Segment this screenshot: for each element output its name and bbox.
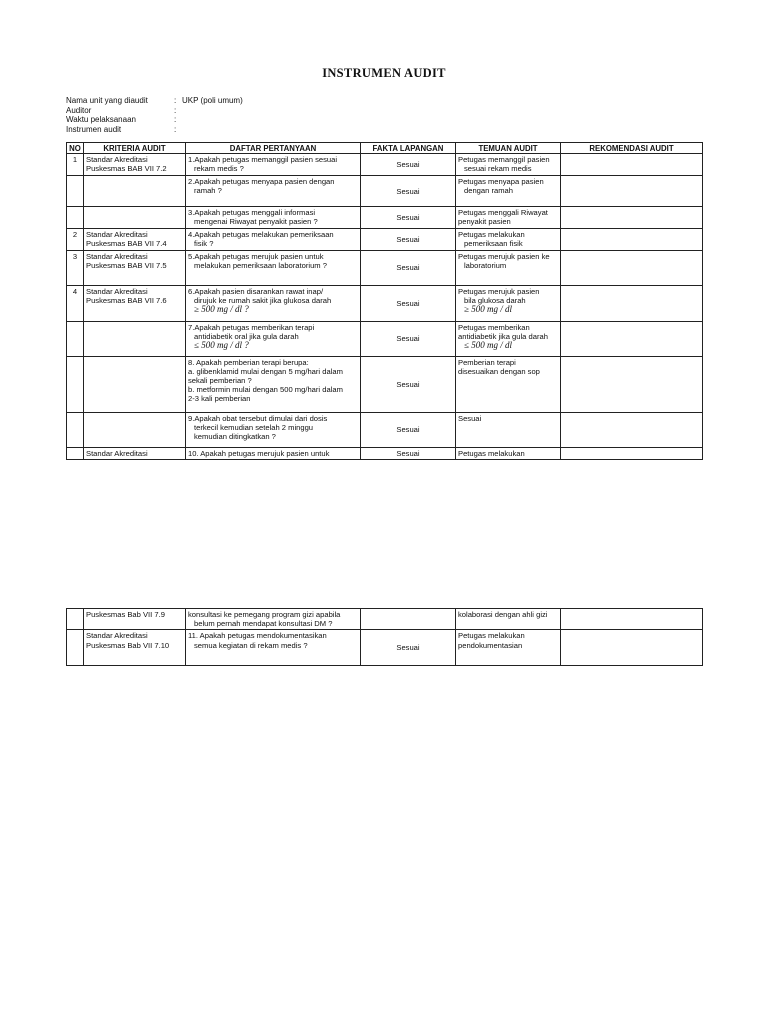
cell-line: Standar Akreditasi bbox=[86, 286, 148, 296]
meta-value: UKP (poli umum) bbox=[182, 96, 243, 105]
kriteria-cell bbox=[84, 321, 186, 356]
cell-line: Petugas merujuk pasien bbox=[458, 286, 540, 296]
fakta-cell: Sesuai bbox=[361, 356, 456, 412]
table-row bbox=[67, 630, 703, 666]
cell-line: Standar Akreditasi bbox=[86, 631, 148, 641]
table-row bbox=[67, 412, 703, 447]
temuan-cell bbox=[456, 229, 561, 250]
header-daftar: DAFTAR PERTANYAAN bbox=[186, 143, 361, 154]
cell-line: Standar Akreditasi bbox=[86, 155, 148, 165]
kriteria-cell bbox=[84, 176, 186, 207]
rekomendasi-cell bbox=[561, 447, 703, 459]
kriteria-cell bbox=[84, 447, 186, 459]
cell-line: mengenai Riwayat penyakit pasien ? bbox=[194, 217, 318, 227]
cell-line: 10. Apakah petugas merujuk pasien untuk bbox=[188, 448, 330, 458]
header-rekomendasi: REKOMENDASI AUDIT bbox=[561, 143, 703, 154]
cell-line: terkecil kemudian setelah 2 minggu bbox=[194, 422, 314, 432]
pertanyaan-cell bbox=[186, 321, 361, 356]
cell-line: Petugas melakukan bbox=[458, 448, 525, 458]
fakta-cell: Sesuai bbox=[361, 630, 456, 666]
formula-text: ≤ 500 mg / dl bbox=[464, 340, 512, 351]
rekomendasi-cell bbox=[561, 412, 703, 447]
cell-line: penyakit pasien bbox=[458, 217, 511, 227]
header-no: NO bbox=[67, 143, 84, 154]
cell-line: laboratorium bbox=[464, 260, 507, 270]
meta-label: Auditor bbox=[66, 105, 92, 115]
cell-line: Petugas menyapa pasien bbox=[458, 177, 544, 187]
cell-line: 3.Apakah petugas menggali informasi bbox=[188, 208, 316, 218]
table-row bbox=[67, 356, 703, 412]
cell-line: dengan ramah bbox=[464, 186, 513, 196]
pertanyaan-cell bbox=[186, 250, 361, 285]
temuan-cell bbox=[456, 176, 561, 207]
cell-line: Standar Akreditasi bbox=[86, 251, 148, 261]
row-number: 3 bbox=[67, 250, 84, 285]
kriteria-cell bbox=[84, 412, 186, 447]
audit-table-continued bbox=[66, 608, 703, 666]
table-row bbox=[67, 321, 703, 356]
cell-line: Sesuai bbox=[458, 413, 482, 423]
rekomendasi-cell bbox=[561, 154, 703, 176]
cell-line: bila glukosa darah bbox=[464, 295, 526, 305]
table-row bbox=[67, 609, 703, 630]
row-number bbox=[67, 176, 84, 207]
pertanyaan-cell bbox=[186, 609, 361, 630]
fakta-cell: Sesuai bbox=[361, 285, 456, 321]
row-number bbox=[67, 447, 84, 459]
formula-text: ≤ 500 mg / dl ? bbox=[194, 340, 249, 351]
table-row bbox=[67, 176, 703, 207]
header-temuan: TEMUAN AUDIT bbox=[456, 143, 561, 154]
row-number bbox=[67, 207, 84, 229]
cell-line: Pemberian terapi bbox=[458, 357, 516, 367]
pertanyaan-cell bbox=[186, 285, 361, 321]
cell-line: Standar Akreditasi bbox=[86, 448, 148, 458]
temuan-cell bbox=[456, 609, 561, 630]
cell-line: antidiabetik jika gula darah bbox=[458, 331, 548, 341]
rekomendasi-cell bbox=[561, 176, 703, 207]
cell-line: Puskesmas BAB VII 7.4 bbox=[86, 239, 167, 249]
row-number bbox=[67, 356, 84, 412]
header-fakta: FAKTA LAPANGAN bbox=[361, 143, 456, 154]
kriteria-cell bbox=[84, 609, 186, 630]
cell-line: kemudian ditingkatkan ? bbox=[194, 432, 276, 442]
rekomendasi-cell bbox=[561, 630, 703, 666]
kriteria-cell bbox=[84, 356, 186, 412]
cell-line: Petugas merujuk pasien ke bbox=[458, 251, 550, 261]
cell-line: 1.Apakah petugas memanggil pasien sesuai bbox=[188, 155, 338, 165]
cell-line: Puskesmas Bab VII 7.10 bbox=[86, 640, 170, 650]
cell-line: 11. Apakah petugas mendokumentasikan bbox=[188, 631, 327, 641]
pertanyaan-cell bbox=[186, 207, 361, 229]
cell-line: Petugas menggali Riwayat bbox=[458, 208, 548, 218]
temuan-cell bbox=[456, 207, 561, 229]
pertanyaan-cell bbox=[186, 356, 361, 412]
temuan-cell bbox=[456, 630, 561, 666]
table-row bbox=[67, 154, 703, 176]
table-row bbox=[67, 229, 703, 250]
rekomendasi-cell bbox=[561, 229, 703, 250]
cell-line: konsultasi ke pemegang program gizi apabila bbox=[188, 610, 341, 619]
cell-line: 2-3 kali pemberian bbox=[188, 394, 251, 404]
cell-line: sekali pemberian ? bbox=[188, 376, 252, 386]
audit-table bbox=[66, 142, 703, 460]
cell-line: dirujuk ke rumah sakit jika glukosa darah bbox=[194, 295, 332, 305]
cell-line: 9.Apakah obat tersebut dimulai dari dosis bbox=[188, 413, 328, 423]
row-number: 1 bbox=[67, 154, 84, 176]
table-header-row bbox=[67, 143, 703, 154]
cell-line: Puskesmas BAB VII 7.5 bbox=[86, 260, 167, 270]
cell-line: a. glibenklamid mulai dengan 5 mg/hari dalam bbox=[188, 366, 343, 376]
cell-line: 7.Apakah petugas memberikan terapi bbox=[188, 322, 315, 332]
temuan-cell bbox=[456, 285, 561, 321]
meta-label: Waktu pelaksanaan bbox=[66, 115, 136, 124]
cell-line: Puskesmas BAB VII 7.2 bbox=[86, 164, 167, 174]
fakta-cell: Sesuai bbox=[361, 229, 456, 250]
row-number: 2 bbox=[67, 229, 84, 250]
pertanyaan-cell bbox=[186, 447, 361, 459]
rekomendasi-cell bbox=[561, 250, 703, 285]
kriteria-cell bbox=[84, 250, 186, 285]
cell-line: kolaborasi dengan ahli gizi bbox=[458, 610, 548, 619]
pertanyaan-cell bbox=[186, 229, 361, 250]
cell-line: b. metformin mulai dengan 500 mg/hari dalam bbox=[188, 385, 343, 395]
cell-line: Puskesmas Bab VII 7.9 bbox=[86, 610, 165, 619]
fakta-cell: Sesuai bbox=[361, 412, 456, 447]
pertanyaan-cell bbox=[186, 176, 361, 207]
rekomendasi-cell bbox=[561, 285, 703, 321]
fakta-cell bbox=[361, 609, 456, 630]
cell-line: pemeriksaan fisik bbox=[464, 239, 523, 249]
row-number bbox=[67, 412, 84, 447]
table-row bbox=[67, 285, 703, 321]
temuan-cell bbox=[456, 250, 561, 285]
cell-line: 8. Apakah pemberian terapi berupa: bbox=[188, 357, 309, 367]
kriteria-cell bbox=[84, 285, 186, 321]
meta-label: Instrumen audit bbox=[66, 124, 122, 134]
temuan-cell bbox=[456, 356, 561, 412]
kriteria-cell bbox=[84, 207, 186, 229]
table-row bbox=[67, 250, 703, 285]
table-row bbox=[67, 207, 703, 229]
cell-line: 4.Apakah petugas melakukan pemeriksaan bbox=[188, 230, 334, 240]
meta-label: Nama unit yang diaudit bbox=[66, 96, 148, 105]
cell-line: ramah ? bbox=[194, 186, 222, 196]
formula-text: ≥ 500 mg / dl ? bbox=[194, 304, 249, 315]
kriteria-cell bbox=[84, 229, 186, 250]
cell-line: rekam medis ? bbox=[194, 164, 244, 174]
cell-line: Petugas memanggil pasien bbox=[458, 155, 550, 165]
temuan-cell bbox=[456, 447, 561, 459]
temuan-cell bbox=[456, 412, 561, 447]
cell-line: melakukan pemeriksaan laboratorium ? bbox=[194, 260, 327, 270]
table-row bbox=[67, 447, 703, 459]
document-title: INSTRUMEN AUDIT bbox=[322, 66, 446, 80]
rekomendasi-cell bbox=[561, 207, 703, 229]
header-kriteria: KRITERIA AUDIT bbox=[84, 143, 186, 154]
pertanyaan-cell bbox=[186, 630, 361, 666]
temuan-cell bbox=[456, 154, 561, 176]
fakta-cell: Sesuai bbox=[361, 321, 456, 356]
cell-line: Petugas melakukan bbox=[458, 631, 525, 641]
kriteria-cell bbox=[84, 154, 186, 176]
cell-line: Petugas melakukan bbox=[458, 230, 525, 240]
cell-line: antidiabetik oral jika gula darah bbox=[194, 331, 299, 341]
row-number: 4 bbox=[67, 285, 84, 321]
cell-line: 2.Apakah petugas menyapa pasien dengan bbox=[188, 177, 335, 187]
fakta-cell: Sesuai bbox=[361, 154, 456, 176]
cell-line: belum pernah mendapat konsultasi DM ? bbox=[194, 619, 333, 629]
cell-line: 6.Apakah pasien disarankan rawat inap/ bbox=[188, 286, 324, 296]
pertanyaan-cell bbox=[186, 412, 361, 447]
kriteria-cell bbox=[84, 630, 186, 666]
cell-line: Standar Akreditasi bbox=[86, 230, 148, 240]
row-number bbox=[67, 630, 84, 666]
cell-line: pendokumentasian bbox=[458, 640, 523, 650]
row-number bbox=[67, 609, 84, 630]
cell-line: Petugas memberikan bbox=[458, 322, 530, 332]
row-number bbox=[67, 321, 84, 356]
rekomendasi-cell bbox=[561, 321, 703, 356]
cell-line: fisik ? bbox=[194, 239, 214, 249]
fakta-cell: Sesuai bbox=[361, 176, 456, 207]
fakta-cell: Sesuai bbox=[361, 207, 456, 229]
fakta-cell: Sesuai bbox=[361, 250, 456, 285]
temuan-cell bbox=[456, 321, 561, 356]
rekomendasi-cell bbox=[561, 609, 703, 630]
cell-line: 5.Apakah petugas merujuk pasien untuk bbox=[188, 251, 324, 261]
cell-line: disesuaikan dengan sop bbox=[458, 366, 540, 376]
cell-line: Puskesmas BAB VII 7.6 bbox=[86, 295, 167, 305]
fakta-cell: Sesuai bbox=[361, 447, 456, 459]
pertanyaan-cell bbox=[186, 154, 361, 176]
cell-line: semua kegiatan di rekam medis ? bbox=[194, 640, 308, 650]
rekomendasi-cell bbox=[561, 356, 703, 412]
cell-line: sesuai rekam medis bbox=[464, 164, 532, 174]
formula-text: ≥ 500 mg / dl bbox=[464, 304, 512, 315]
